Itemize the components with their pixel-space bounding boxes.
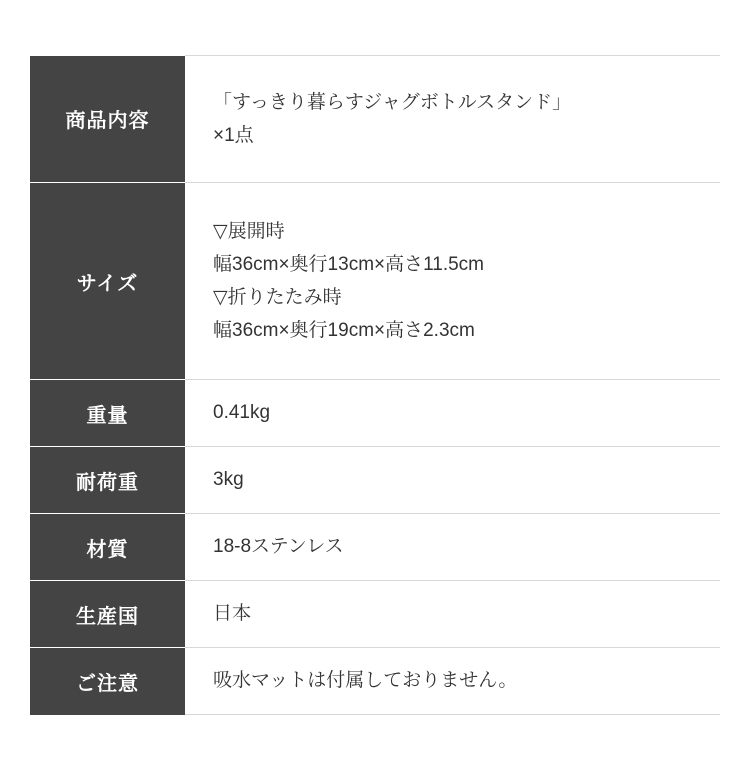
spec-value-line: 日本 bbox=[213, 603, 252, 625]
spec-value-line: 幅36cm×奥行19cm×高さ2.3cm bbox=[213, 320, 475, 342]
spec-label-material: 材質 bbox=[30, 514, 185, 581]
spec-label-product-content: 商品内容 bbox=[30, 56, 185, 183]
spec-label-size: サイズ bbox=[30, 183, 185, 380]
spec-value-line: 「すっきり暮らすジャグボトルスタンド」 bbox=[213, 91, 572, 113]
spec-value-line: 3kg bbox=[213, 469, 244, 491]
spec-value-material bbox=[185, 514, 720, 581]
table-row bbox=[30, 581, 720, 648]
product-spec-table bbox=[30, 55, 720, 715]
spec-value-weight bbox=[185, 380, 720, 447]
spec-table-body bbox=[30, 56, 720, 715]
spec-value-line: 吸水マットは付属しておりません。 bbox=[213, 670, 518, 692]
spec-value-size bbox=[185, 183, 720, 380]
spec-value-line: 幅36cm×奥行13cm×高さ11.5cm bbox=[213, 253, 485, 275]
spec-label-load-capacity: 耐荷重 bbox=[30, 447, 185, 514]
spec-value-product-content bbox=[185, 56, 720, 183]
spec-value-line: ×1点 bbox=[213, 125, 254, 146]
spec-value-notice bbox=[185, 648, 720, 715]
spec-value-load-capacity bbox=[185, 447, 720, 514]
table-row bbox=[30, 447, 720, 514]
spec-label-notice: ご注意 bbox=[30, 648, 185, 715]
spec-label-weight: 重量 bbox=[30, 380, 185, 447]
spec-value-line: 0.41kg bbox=[213, 402, 271, 424]
table-row bbox=[30, 56, 720, 183]
spec-label-country-of-origin: 生産国 bbox=[30, 581, 185, 648]
spec-value-line: 18-8ステンレス bbox=[213, 536, 344, 558]
spec-value-country-of-origin bbox=[185, 581, 720, 648]
table-row bbox=[30, 183, 720, 380]
table-row bbox=[30, 648, 720, 715]
table-row bbox=[30, 380, 720, 447]
table-row bbox=[30, 514, 720, 581]
spec-value-line: ▽展開時 bbox=[213, 220, 285, 242]
spec-value-line: ▽折りたたみ時 bbox=[213, 287, 342, 308]
